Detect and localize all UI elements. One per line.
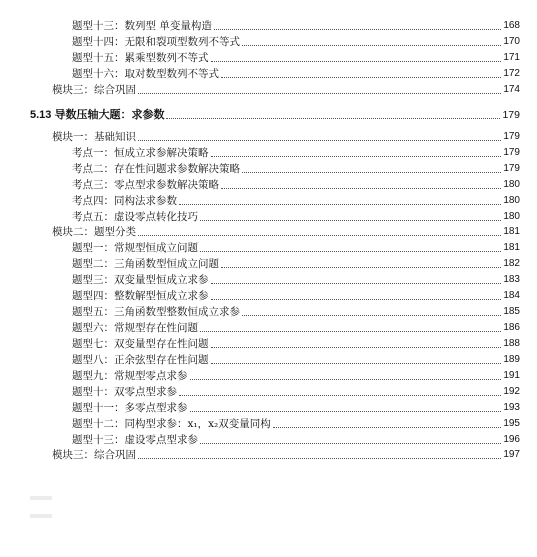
toc-entry-page: 181 [503, 242, 520, 253]
toc-entry-label: 题型十二：同构型求参：x₁，x₂双变量同构 [72, 418, 271, 430]
toc-entry-label: 题型八：正余弦型存在性问题 [72, 354, 209, 366]
toc-entry-label: 题型三：双变量型恒成立求参 [72, 274, 209, 286]
dot-leader [214, 29, 501, 30]
toc-entry-label: 考点三：零点型求参数解决策略 [72, 179, 219, 191]
toc-entry-page: 182 [503, 258, 520, 269]
toc-entry-page: 193 [503, 402, 520, 413]
toc-entry[interactable] [72, 159, 520, 175]
dot-leader [138, 93, 501, 94]
toc-entry-page: 180 [503, 179, 520, 190]
toc-entry-page: 195 [503, 418, 520, 429]
module-page: 197 [503, 449, 520, 460]
toc-entry[interactable] [72, 302, 520, 318]
faint-watermark-mark [30, 496, 52, 500]
toc-entry-label: 题型十四：无限和裂项型数列不等式 [72, 36, 240, 48]
toc-entry[interactable] [72, 430, 520, 446]
module-label: 模块二：题型分类 [52, 226, 136, 238]
toc-entry-page: 188 [503, 338, 520, 349]
dot-leader [200, 251, 501, 252]
toc-entry-page: 191 [503, 370, 520, 381]
section-page: 179 [502, 109, 520, 121]
toc-entry-page: 179 [503, 147, 520, 158]
module-label: 模块一：基础知识 [52, 131, 136, 143]
dot-leader [211, 61, 502, 62]
dot-leader [242, 45, 501, 46]
toc-entry[interactable] [72, 64, 520, 80]
toc-entry-page: 179 [503, 163, 520, 174]
toc-entry-label: 题型二：三角函数型恒成立问题 [72, 258, 219, 270]
toc-module[interactable] [52, 445, 520, 461]
dot-leader [200, 331, 501, 332]
toc-entry[interactable] [72, 143, 520, 159]
toc-entry[interactable] [72, 238, 520, 254]
dot-leader [221, 77, 501, 78]
faint-watermark-mark [30, 514, 52, 518]
toc-entry[interactable] [52, 80, 520, 96]
module-page: 179 [503, 131, 520, 142]
toc-entry[interactable] [72, 382, 520, 398]
toc-module[interactable] [52, 222, 520, 238]
toc-entry-label: 考点四：同构法求参数 [72, 195, 177, 207]
toc-entry-page: 192 [503, 386, 520, 397]
dot-leader [242, 172, 501, 173]
toc-entry-page: 170 [503, 36, 520, 47]
toc-entry-page: 186 [503, 322, 520, 333]
dot-leader [138, 140, 501, 141]
dot-leader [221, 267, 501, 268]
toc-entry-label: 题型十五：累乘型数列不等式 [72, 52, 209, 64]
dot-leader [221, 188, 501, 189]
toc-entry-label: 题型十一：多零点型求参 [72, 402, 188, 414]
toc-section-heading[interactable] [30, 103, 520, 121]
toc-entry[interactable] [72, 254, 520, 270]
toc-entry-label: 题型一：常规型恒成立问题 [72, 242, 198, 254]
toc-module[interactable] [52, 127, 520, 143]
toc-entry-label: 题型五：三角函数型整数恒成立求参 [72, 306, 240, 318]
dot-leader [273, 427, 502, 428]
toc-entry-page: 168 [503, 20, 520, 31]
toc-entry-label: 题型九：常规型零点求参 [72, 370, 188, 382]
toc-entry-page: 180 [503, 211, 520, 222]
toc-entry-label: 题型十六：取对数型数列不等式 [72, 68, 219, 80]
toc-entry-page: 171 [503, 52, 520, 63]
dot-leader [138, 235, 501, 236]
toc-entry-label: 题型四：整数解型恒成立求参 [72, 290, 209, 302]
toc-entry[interactable] [72, 334, 520, 350]
toc-entry-page: 189 [503, 354, 520, 365]
dot-leader [179, 204, 501, 205]
toc-entry-label: 题型十三：虚设零点型求参 [72, 434, 198, 446]
section-title: 5.13 导数压轴大题：求参数 [30, 109, 165, 121]
toc-entry[interactable] [72, 207, 520, 223]
toc-entry-page: 185 [503, 306, 520, 317]
toc-entry-label: 模块三：综合巩固 [52, 84, 136, 96]
toc-entry[interactable] [72, 414, 520, 430]
toc-entry[interactable] [72, 191, 520, 207]
module-label: 模块三：综合巩固 [52, 449, 136, 461]
toc-entry[interactable] [72, 286, 520, 302]
dot-leader [242, 315, 501, 316]
toc-entry-label: 题型十：双零点型求参 [72, 386, 177, 398]
toc-entry[interactable] [72, 48, 520, 64]
dot-leader [211, 363, 502, 364]
dot-leader [179, 395, 501, 396]
toc-entry[interactable] [72, 32, 520, 48]
toc-entry-page: 174 [503, 84, 520, 95]
toc-entry[interactable] [72, 398, 520, 414]
dot-leader [190, 379, 502, 380]
toc-entry-page: 172 [503, 68, 520, 79]
toc-entry-page: 184 [503, 290, 520, 301]
dot-leader [200, 443, 501, 444]
dot-leader [211, 156, 502, 157]
toc-entry-label: 考点一：恒成立求参解决策略 [72, 147, 209, 159]
toc-entry-page: 196 [503, 434, 520, 445]
dot-leader [138, 458, 501, 459]
toc-entry-page: 183 [503, 274, 520, 285]
toc-entry-label: 考点二：存在性问题求参数解决策略 [72, 163, 240, 175]
toc-entry[interactable] [72, 16, 520, 32]
toc-entry-label: 题型六：常规型存在性问题 [72, 322, 198, 334]
toc-entry[interactable] [72, 175, 520, 191]
dot-leader [211, 347, 502, 348]
toc-entry[interactable] [72, 350, 520, 366]
dot-leader [166, 118, 500, 119]
toc-entry[interactable] [72, 366, 520, 382]
toc-entry[interactable] [72, 270, 520, 286]
toc-entry-label: 题型七：双变量型存在性问题 [72, 338, 209, 350]
toc-entry-page: 180 [503, 195, 520, 206]
dot-leader [211, 283, 502, 284]
toc-entry[interactable] [72, 318, 520, 334]
dot-leader [211, 299, 502, 300]
dot-leader [200, 220, 501, 221]
dot-leader [190, 411, 502, 412]
module-page: 181 [503, 226, 520, 237]
toc-entry-label: 题型十三：数列型 单变量构造 [72, 20, 212, 32]
toc-entry-label: 考点五：虚设零点转化技巧 [72, 211, 198, 223]
